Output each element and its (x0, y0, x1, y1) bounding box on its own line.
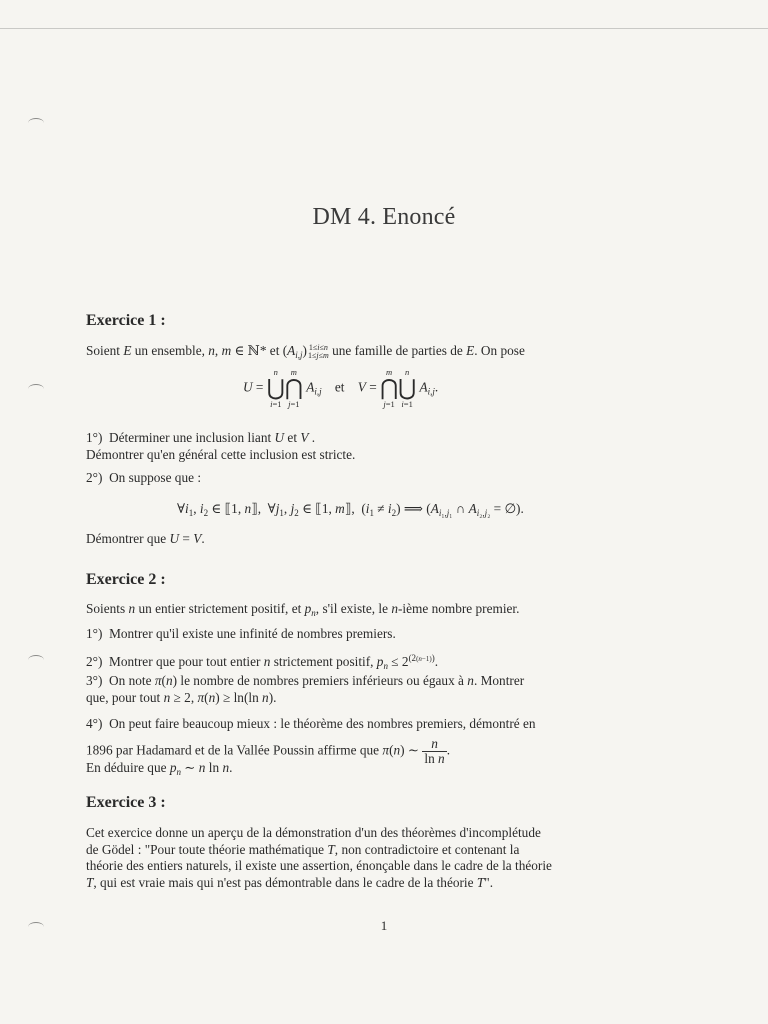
union-intersection-formula: U = n ⋃ i=1 m ⋂ j=1 $A_{i,j}$ et V = m ⋂ j=1 n ⋃ i=1 $A_{i,j}$. (243, 367, 439, 409)
exercise-2-intro: Soients n un entier strictement positif, et $p_n$, s'il existe, le n-ième nombre premier. (86, 601, 520, 618)
exercise-1-intro: Soient E un ensemble, n, m ∈ ℕ* et $(A_{i,j})$ 1≤i≤n 1≤j≤m une famille de parties de E. On pose (86, 342, 525, 360)
exercise-2-question-3: 3°) On note π(n) le nombre de nombres premiers inférieurs ou égaux à n. Montrer que, pour tout n ≥ 2, π(n) ≥ ln(ln n). (86, 673, 525, 705)
exercise-2-question-2: 2°) Montrer que pour tout entier n strictement positif, $p_n \le 2^{(2(n-1))}$. (86, 653, 439, 671)
exercise-2-question-4: 4°) On peut faire beaucoup mieux : le théorème des nombres premiers, démontré en 1896 par Hadamard et de la Vallée Poussin affirme que π(n) ∼ $\frac{n}{\text{ln n}}$ . En déduire que $p_n$ ∼ n ln n. (86, 716, 536, 777)
hypothesis-formula: $\forall i_1$, $i_2$ ∈ ⟦1, n⟧, $\forall j_1$, $j_2$ ∈ ⟦1, m⟧, $(i_1 \ne i_2)$ ⟹ ($A_{i_1,j_1}$ ∩ $A_{i_2,j_2}$ = ∅). (177, 501, 524, 518)
exercise-2-heading: Exercice 2 : (86, 571, 166, 588)
exercise-2-question-1: 1°) Montrer qu'il existe une infinité de nombres premiers. (86, 626, 396, 641)
exercise-1-question-2: 2°) On suppose que : (86, 470, 202, 485)
page-number: 1 (380, 918, 388, 933)
exercise-1-conclusion: Démontrer que U = V. (86, 531, 205, 546)
exercise-1-question-1: 1°) Déterminer une inclusion liant U et V . Démontrer qu'en général cette inclusion est stricte. (86, 430, 356, 462)
exercise-3-heading: Exercice 3 : (86, 794, 166, 811)
exercise-3-text: Cet exercice donne un aperçu de la démonstration d'un des théorèmes d'incomplétude de Gödel : "Pour toute théorie mathématique T, non contradictoire et contenant la théorie des entiers naturels, il existe une assertion, énonçable dans le cadre de la théorie T, qui est vraie mais qui n'est pas démontrable dans le cadre de la théorie T". (86, 825, 552, 890)
exercise-1-heading: Exercice 1 : (86, 312, 166, 329)
page-title: DM 4. Enoncé (312, 204, 456, 230)
